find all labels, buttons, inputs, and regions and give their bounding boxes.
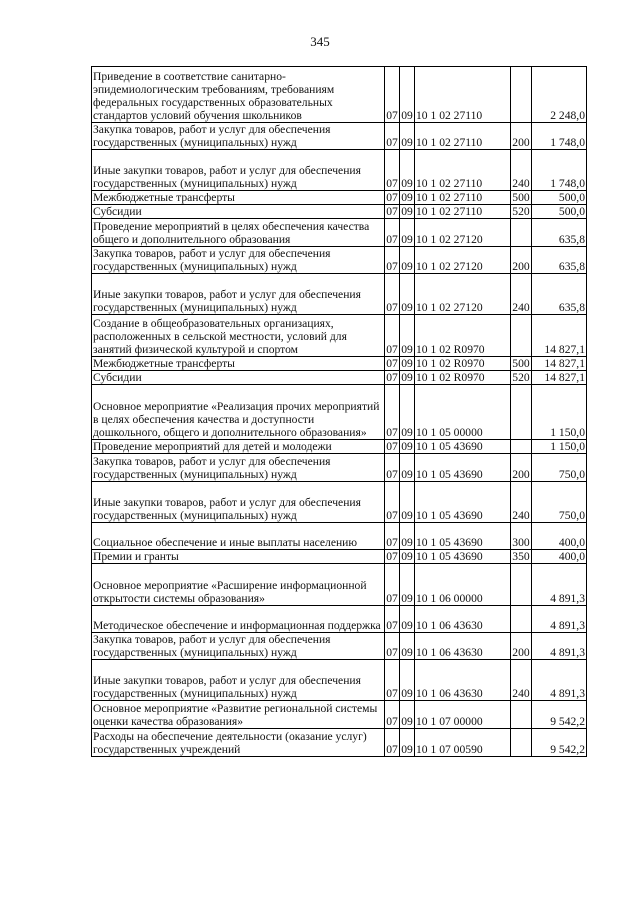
page-number: 345 xyxy=(310,34,330,49)
section-code-cell: 07 xyxy=(385,482,400,523)
table-row xyxy=(92,219,587,247)
section-code-cell: 07 xyxy=(385,606,400,633)
table-row xyxy=(92,123,587,150)
amount-cell: 500,0 xyxy=(532,191,587,205)
description-cell: Социальное обеспечение и иные выплаты населению xyxy=(92,523,385,550)
expense-type-cell: 500 xyxy=(512,357,530,370)
section-code-cell: 07 xyxy=(385,247,400,274)
subsection-code-cell: 09 xyxy=(400,219,415,247)
table-row xyxy=(92,633,587,660)
section-code-cell: 07 xyxy=(385,150,400,191)
target-article-cell: 10 1 02 27110 xyxy=(415,150,511,191)
target-article-cell: 10 1 02 R0970 xyxy=(415,357,511,371)
expense-type-cell: 240 xyxy=(511,482,532,523)
description-cell: Иные закупки товаров, работ и услуг для обеспечения государственных (муниципальных) нужд xyxy=(92,482,385,523)
amount-cell: 9 542,2 xyxy=(532,729,587,757)
expense-type-cell: 200 xyxy=(511,123,532,150)
expense-type-cell xyxy=(511,564,532,606)
table-row xyxy=(92,454,587,482)
expense-type-cell xyxy=(511,315,532,357)
subsection-code-cell: 09 xyxy=(400,67,415,123)
description-cell: Основное мероприятие «Расширение информационной открытости системы образования» xyxy=(92,564,385,606)
section-code-cell: 07 xyxy=(385,123,400,150)
section-code-cell: 07 xyxy=(386,440,398,453)
target-article-cell: 10 1 05 00000 xyxy=(415,385,511,440)
description-cell: Проведение мероприятий в целях обеспечения качества общего и дополнительного образования xyxy=(92,219,385,247)
amount-cell: 1 150,0 xyxy=(532,440,587,454)
target-article-cell: 10 1 02 R0970 xyxy=(415,371,511,385)
description-cell: Межбюджетные трансферты xyxy=(92,191,385,205)
section-code-cell: 07 xyxy=(385,564,400,606)
table-row xyxy=(92,357,587,371)
expense-type-cell: 520 xyxy=(512,371,530,384)
description-cell: Иные закупки товаров, работ и услуг для обеспечения государственных (муниципальных) нужд xyxy=(92,150,385,191)
amount-cell: 2 248,0 xyxy=(532,67,587,123)
table-row xyxy=(92,482,587,523)
table-row xyxy=(92,660,587,701)
section-code-cell: 07 xyxy=(385,729,400,757)
description-cell: Приведение в соответствие санитарно-эпидемиологическим требованиям, требованиям федеральных государственных образовательных стандартов условий обучения школьников xyxy=(92,67,385,123)
section-code-cell: 07 xyxy=(386,371,398,384)
target-article-cell: 10 1 02 R0970 xyxy=(415,315,511,357)
description-cell: Субсидии xyxy=(92,205,385,219)
expense-type-cell: 200 xyxy=(511,247,532,274)
table-row xyxy=(92,191,587,205)
amount-cell: 4 891,3 xyxy=(532,660,587,701)
expense-type-cell: 350 xyxy=(512,550,530,563)
target-article-cell: 10 1 05 43690 xyxy=(415,440,511,454)
description-cell: Иные закупки товаров, работ и услуг для обеспечения государственных (муниципальных) нужд xyxy=(92,274,385,315)
budget-table xyxy=(91,66,587,757)
subsection-code-cell: 09 xyxy=(400,247,415,274)
description-cell: Закупка товаров, работ и услуг для обеспечения государственных (муниципальных) нужд xyxy=(92,454,385,482)
subsection-code-cell: 09 xyxy=(400,606,415,633)
target-article-cell: 10 1 02 27110 xyxy=(415,123,511,150)
expense-type-cell: 520 xyxy=(512,205,530,218)
description-cell: Премии и гранты xyxy=(92,550,385,564)
target-article-cell: 10 1 06 43630 xyxy=(415,606,511,633)
expense-type-cell xyxy=(511,606,532,633)
subsection-code-cell: 09 xyxy=(400,660,415,701)
expense-type-cell: 200 xyxy=(511,633,532,660)
table-row xyxy=(92,550,587,564)
amount-cell: 4 891,3 xyxy=(532,564,587,606)
table-row xyxy=(92,371,587,385)
amount-cell: 400,0 xyxy=(532,523,587,550)
target-article-cell: 10 1 07 00000 xyxy=(415,701,511,729)
amount-cell: 4 891,3 xyxy=(532,633,587,660)
target-article-cell: 10 1 05 43690 xyxy=(415,550,511,564)
subsection-code-cell: 09 xyxy=(400,454,415,482)
expense-type-cell: 300 xyxy=(511,523,532,550)
expense-type-cell xyxy=(511,440,532,454)
description-cell: Создание в общеобразовательных организациях, расположенных в сельской местности, условий для занятий физической культурой и спортом xyxy=(92,315,385,357)
subsection-code-cell: 09 xyxy=(400,150,415,191)
target-article-cell: 10 1 02 27110 xyxy=(415,205,511,219)
table-row xyxy=(92,606,587,633)
table-row xyxy=(92,274,587,315)
section-code-cell: 07 xyxy=(386,550,398,563)
table-row xyxy=(92,440,587,454)
subsection-code-cell: 09 xyxy=(400,274,415,315)
table-row xyxy=(92,385,587,440)
amount-cell: 14 827,1 xyxy=(532,315,587,357)
description-cell: Межбюджетные трансферты xyxy=(92,357,385,371)
amount-cell: 635,8 xyxy=(532,219,587,247)
section-code-cell: 07 xyxy=(385,701,400,729)
target-article-cell: 10 1 05 43690 xyxy=(415,454,511,482)
subsection-code-cell: 09 xyxy=(400,523,415,550)
subsection-code-cell: 09 xyxy=(400,729,415,757)
table-row xyxy=(92,150,587,191)
description-cell: Методическое обеспечение и информационная поддержка xyxy=(92,606,385,633)
section-code-cell: 07 xyxy=(385,523,400,550)
expense-type-cell: 240 xyxy=(511,660,532,701)
expense-type-cell xyxy=(511,67,532,123)
amount-cell: 4 891,3 xyxy=(532,606,587,633)
description-cell: Расходы на обеспечение деятельности (оказание услуг) государственных учреждений xyxy=(92,729,385,757)
amount-cell: 1 748,0 xyxy=(532,150,587,191)
target-article-cell: 10 1 05 43690 xyxy=(415,482,511,523)
subsection-code-cell: 09 xyxy=(401,205,413,218)
table-row xyxy=(92,247,587,274)
target-article-cell: 10 1 05 43690 xyxy=(415,523,511,550)
subsection-code-cell: 09 xyxy=(400,385,415,440)
table-row xyxy=(92,67,587,123)
amount-cell: 635,8 xyxy=(532,247,587,274)
section-code-cell: 07 xyxy=(385,385,400,440)
expense-type-cell xyxy=(511,219,532,247)
description-cell: Закупка товаров, работ и услуг для обеспечения государственных (муниципальных) нужд xyxy=(92,633,385,660)
amount-cell: 14 827,1 xyxy=(532,357,587,371)
subsection-code-cell: 09 xyxy=(401,371,413,384)
target-article-cell: 10 1 02 27110 xyxy=(415,67,511,123)
amount-cell: 9 542,2 xyxy=(532,701,587,729)
section-code-cell: 07 xyxy=(385,274,400,315)
expense-type-cell: 240 xyxy=(511,150,532,191)
subsection-code-cell: 09 xyxy=(401,550,413,563)
expense-type-cell xyxy=(511,729,532,757)
target-article-cell: 10 1 06 43630 xyxy=(415,660,511,701)
table-row xyxy=(92,564,587,606)
section-code-cell: 07 xyxy=(385,633,400,660)
section-code-cell: 07 xyxy=(386,205,398,218)
target-article-cell: 10 1 02 27120 xyxy=(415,274,511,315)
description-cell: Закупка товаров, работ и услуг для обеспечения государственных (муниципальных) нужд xyxy=(92,123,385,150)
table-row xyxy=(92,729,587,757)
subsection-code-cell: 09 xyxy=(400,564,415,606)
target-article-cell: 10 1 06 43630 xyxy=(415,633,511,660)
amount-cell: 400,0 xyxy=(532,550,587,564)
subsection-code-cell: 09 xyxy=(400,123,415,150)
description-cell: Основное мероприятие «Развитие региональной системы оценки качества образования» xyxy=(92,701,385,729)
target-article-cell: 10 1 02 27110 xyxy=(415,191,511,205)
subsection-code-cell: 09 xyxy=(400,315,415,357)
description-cell: Закупка товаров, работ и услуг для обеспечения государственных (муниципальных) нужд xyxy=(92,247,385,274)
expense-type-cell: 240 xyxy=(511,274,532,315)
section-code-cell: 07 xyxy=(385,454,400,482)
subsection-code-cell: 09 xyxy=(401,357,413,370)
amount-cell: 750,0 xyxy=(532,454,587,482)
subsection-code-cell: 09 xyxy=(400,701,415,729)
description-cell: Субсидии xyxy=(92,371,385,385)
budget-table-body xyxy=(92,67,587,757)
description-cell: Проведение мероприятий для детей и молодежи xyxy=(92,440,385,454)
target-article-cell: 10 1 06 00000 xyxy=(415,564,511,606)
amount-cell: 635,8 xyxy=(532,274,587,315)
section-code-cell: 07 xyxy=(385,219,400,247)
expense-type-cell: 500 xyxy=(512,191,530,204)
subsection-code-cell: 09 xyxy=(400,482,415,523)
expense-type-cell xyxy=(511,385,532,440)
table-row xyxy=(92,315,587,357)
amount-cell: 1 748,0 xyxy=(532,123,587,150)
subsection-code-cell: 09 xyxy=(401,440,413,453)
amount-cell: 14 827,1 xyxy=(532,371,587,385)
section-code-cell: 07 xyxy=(386,191,398,204)
table-row xyxy=(92,205,587,219)
table-row xyxy=(92,701,587,729)
section-code-cell: 07 xyxy=(385,67,400,123)
section-code-cell: 07 xyxy=(385,660,400,701)
amount-cell: 1 150,0 xyxy=(532,385,587,440)
amount-cell: 500,0 xyxy=(532,205,587,219)
section-code-cell: 07 xyxy=(385,315,400,357)
table-row xyxy=(92,523,587,550)
subsection-code-cell: 09 xyxy=(400,633,415,660)
amount-cell: 750,0 xyxy=(532,482,587,523)
target-article-cell: 10 1 02 27120 xyxy=(415,247,511,274)
expense-type-cell xyxy=(511,701,532,729)
target-article-cell: 10 1 07 00590 xyxy=(415,729,511,757)
description-cell: Иные закупки товаров, работ и услуг для обеспечения государственных (муниципальных) нужд xyxy=(92,660,385,701)
expense-type-cell: 200 xyxy=(511,454,532,482)
target-article-cell: 10 1 02 27120 xyxy=(415,219,511,247)
section-code-cell: 07 xyxy=(386,357,398,370)
description-cell: Основное мероприятие «Реализация прочих мероприятий в целях обеспечения качества и доступности дошкольного, общего и дополнительного образования» xyxy=(92,385,385,440)
subsection-code-cell: 09 xyxy=(401,191,413,204)
